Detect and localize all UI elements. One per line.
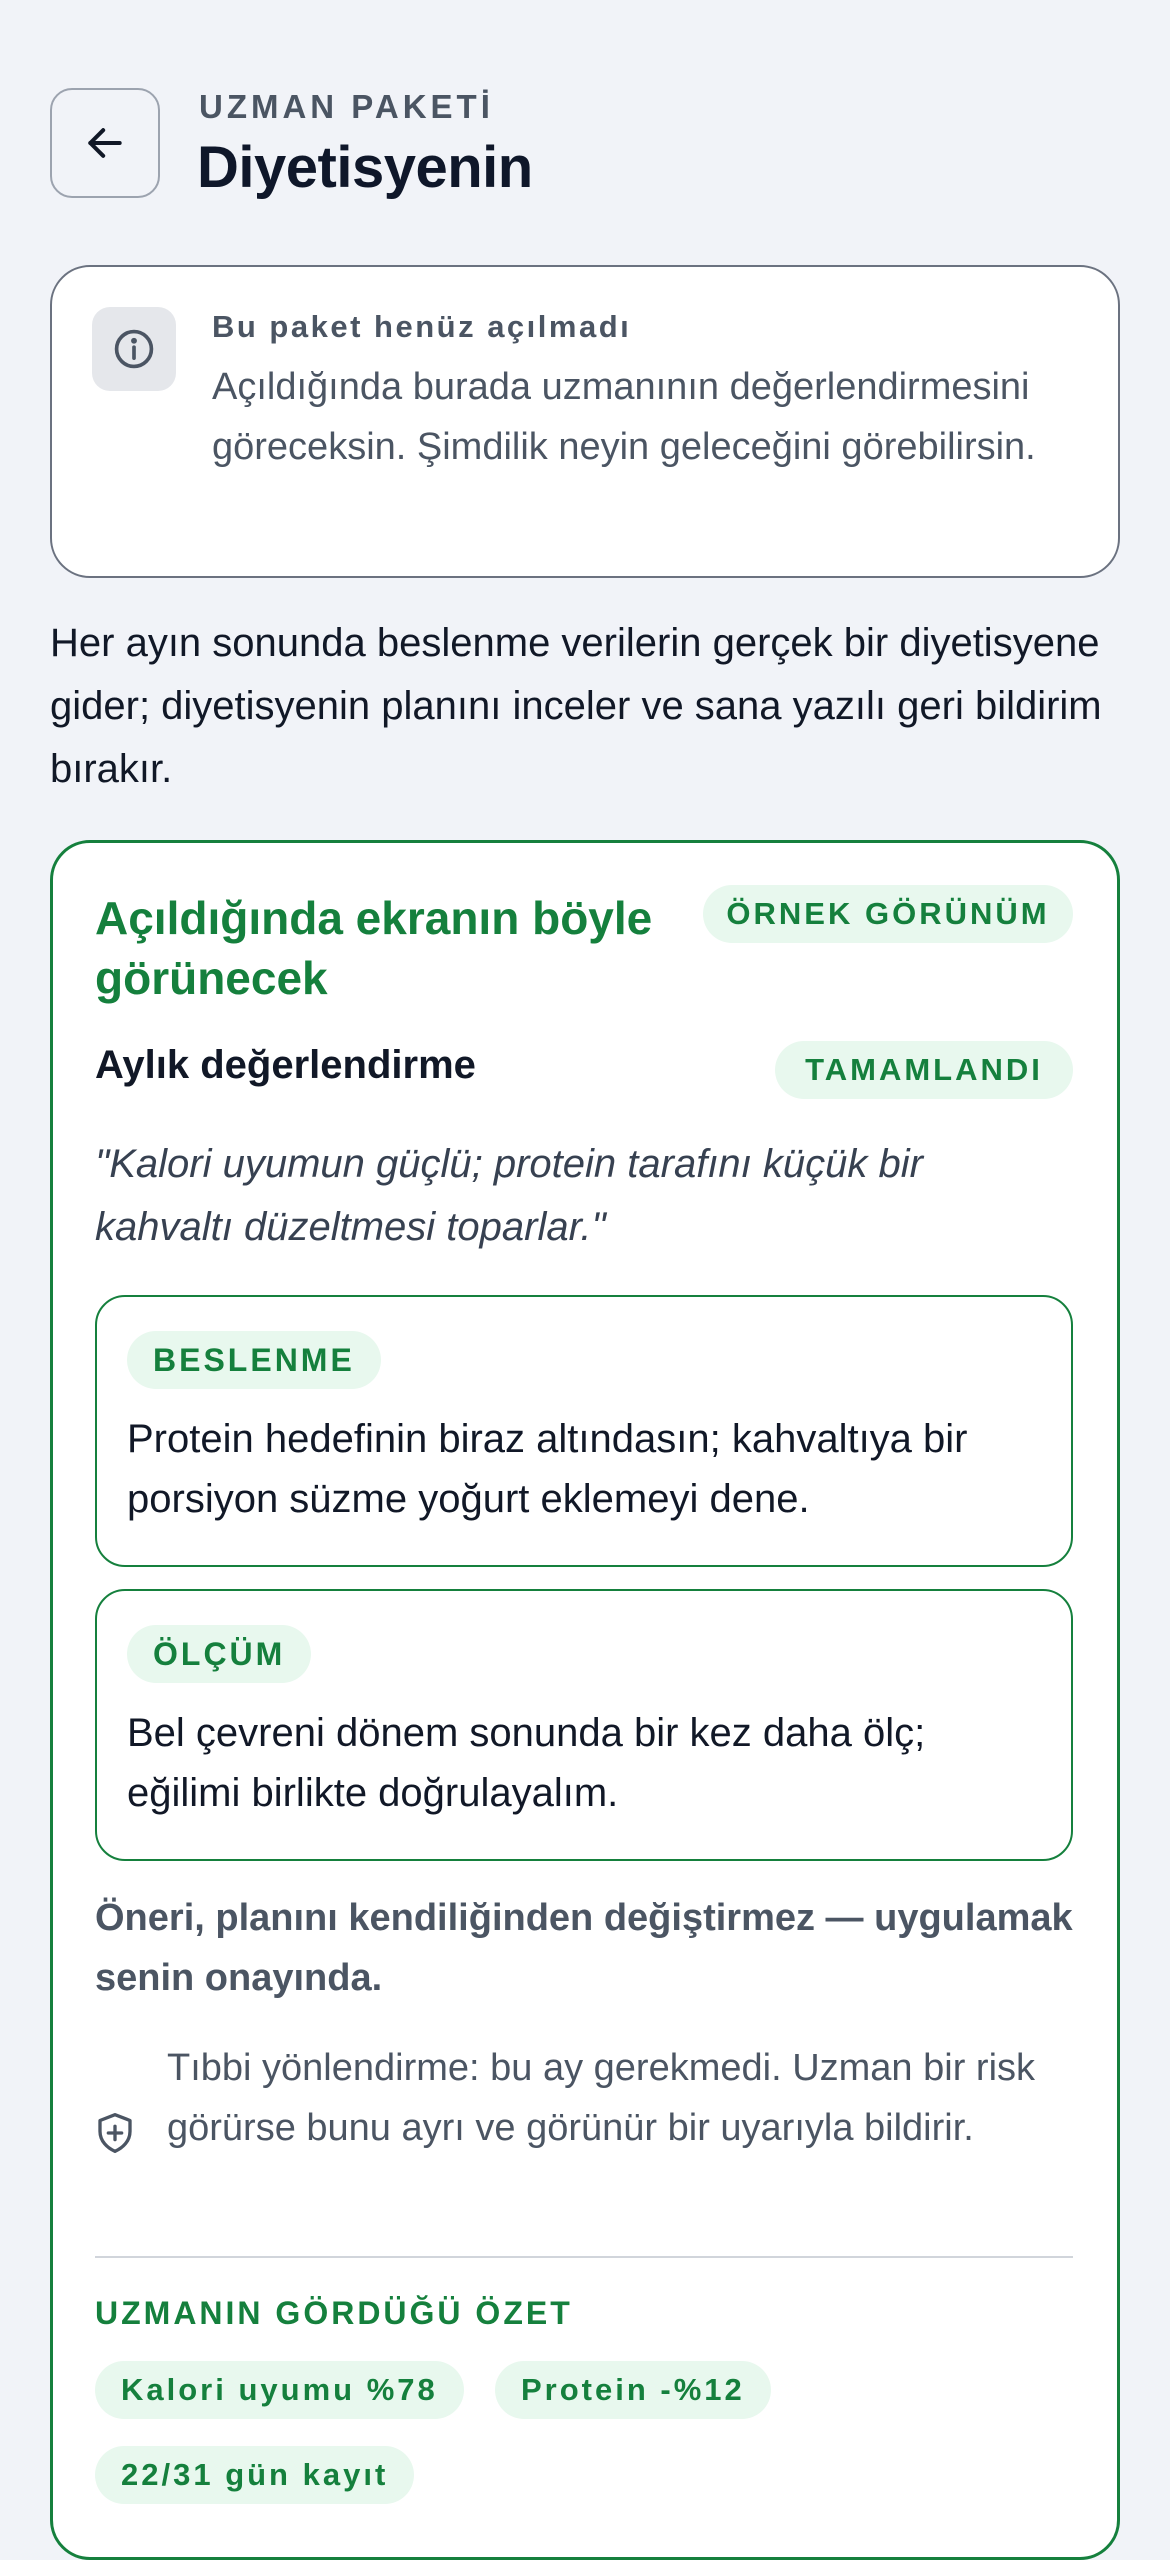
info-icon bbox=[112, 327, 156, 371]
locked-notice-card bbox=[50, 265, 1120, 578]
status-badge: TAMAMLANDI bbox=[775, 1041, 1073, 1099]
sample-view-badge: ÖRNEK GÖRÜNÜM bbox=[703, 885, 1073, 943]
back-button[interactable] bbox=[50, 88, 160, 198]
info-icon-box bbox=[92, 307, 176, 391]
summary-title: UZMANIN GÖRDÜĞÜ ÖZET bbox=[95, 2295, 573, 2331]
feedback-card-nutrition bbox=[95, 1295, 1073, 1567]
expert-quote: "Kalori uyumun güçlü; protein tarafını küçük bir kahvaltı düzeltmesi toparlar." bbox=[95, 1142, 923, 1249]
notice-title: Bu paket henüz açılmadı bbox=[212, 309, 632, 344]
intro-text: Her ayın sonunda beslenme verilerin gerçek bir diyetisyene gider; diyetisyenin planını inceler ve sana yazılı geri bildirim bırakır. bbox=[50, 621, 1102, 791]
feedback-text: Bel çevreni dönem sonunda bir kez daha ölç; eğilimi birlikte doğrulayalım. bbox=[127, 1711, 926, 1815]
preview-title: Açıldığında ekranın böyle görünecek bbox=[95, 892, 653, 1004]
arrow-left-icon bbox=[83, 121, 127, 165]
summary-chip-calorie: Kalori uyumu %78 bbox=[95, 2361, 464, 2419]
medical-referral-text: Tıbbi yönlendirme: bu ay gerekmedi. Uzman bir risk görürse bunu ayrı ve görünür bir uyarıyla bildirir. bbox=[167, 2047, 1036, 2149]
feedback-category-badge: BESLENME bbox=[127, 1331, 381, 1389]
shield-plus-icon bbox=[95, 2111, 135, 2155]
summary-chip-log-days: 22/31 gün kayıt bbox=[95, 2446, 414, 2504]
feedback-text: Protein hedefinin biraz altındasın; kahvaltıya bir porsiyon süzme yoğurt eklemeyi dene. bbox=[127, 1417, 968, 1521]
package-eyebrow: UZMAN PAKETİ bbox=[199, 88, 494, 125]
monthly-review-title: Aylık değerlendirme bbox=[95, 1043, 476, 1087]
approval-note: Öneri, planını kendiliğinden değiştirmez — uygulamak senin onayında. bbox=[95, 1897, 1073, 1999]
preview-card bbox=[50, 840, 1120, 2560]
feedback-card-measurement bbox=[95, 1589, 1073, 1861]
page-title: Diyetisyenin bbox=[197, 135, 533, 200]
summary-chip-protein: Protein -%12 bbox=[495, 2361, 771, 2419]
divider bbox=[95, 2256, 1073, 2258]
notice-body: Açıldığında burada uzmanının değerlendirmesini göreceksin. Şimdilik neyin geleceğini görebilirsin. bbox=[212, 366, 1036, 468]
feedback-category-badge: ÖLÇÜM bbox=[127, 1625, 311, 1683]
